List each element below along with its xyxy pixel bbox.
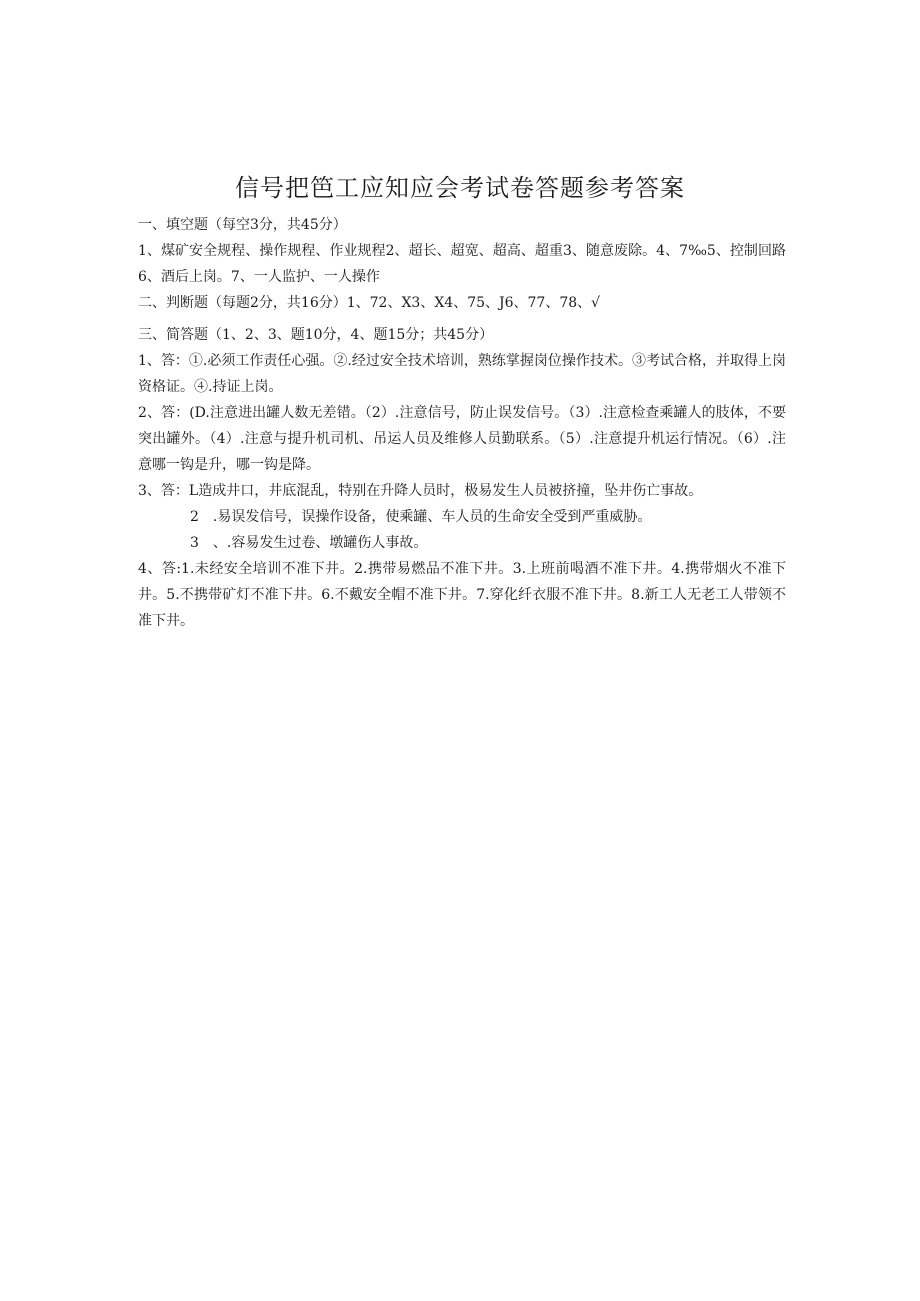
short-answer-3-item-2: 2 .易误发信号，误操作设备，使乘罐、车人员的生命安全受到严重威胁。 bbox=[190, 509, 652, 525]
section-short-answer-heading: 三、简答题（1、2、3、题10分，4、题15分；共45分） bbox=[138, 327, 494, 343]
section-fill-blank-heading: 一、填空题（每空3分，共45分） bbox=[138, 217, 347, 233]
short-answer-3-item-3: 3 、.容易发生过卷、墩罐伤人事故。 bbox=[190, 535, 428, 551]
document-title: 信号把笆工应知应会考试卷答题参考答案 bbox=[235, 174, 685, 202]
short-answer-3: 3、答：L造成井口，井底混乱，特别在升降人员时，极易发生人员被挤撞，坠井伤亡事故。 bbox=[138, 483, 703, 499]
true-false-answers: 二、判断题（每题2分，共16分）1、72、X3、X4、75、J6、77、78、√ bbox=[138, 295, 601, 311]
short-answer-1: 1、答：①.必须工作责任心强。②.经过安全技术培训，熟练掌握岗位操作技术。③考试合格，并取得上岗资格证。④.持证上岗。 bbox=[138, 353, 786, 395]
short-answer-4: 4、答:1.未经安全培训不准下井。2.携带易燃品不准下井。3.上班前喝酒不准下井。4.携带烟火不准下井。5.不携带矿灯不准下井。6.不戴安全帽不准下井。7.穿化纤衣服不准下井。8.新工人无老工人带领不准下井。 bbox=[138, 561, 786, 629]
fill-blank-answers: 1、煤矿安全规程、操作规程、作业规程2、超长、超宽、超高、超重3、随意废除。4、7‰5、控制回路6、酒后上岗。7、一人监护、一人操作 bbox=[138, 243, 786, 285]
short-answer-2: 2、答：(D.注意进出罐人数无差错。（2）.注意信号，防止误发信号。（3）.注意检查乘罐人的肢体，不要突出罐外。（4）.注意与提升机司机、吊运人员及维修人员勤联系。（5）.注意提升机运行情况。（6）.注意哪一钩是升，哪一钩是降。 bbox=[138, 405, 786, 473]
document-body bbox=[138, 212, 786, 634]
